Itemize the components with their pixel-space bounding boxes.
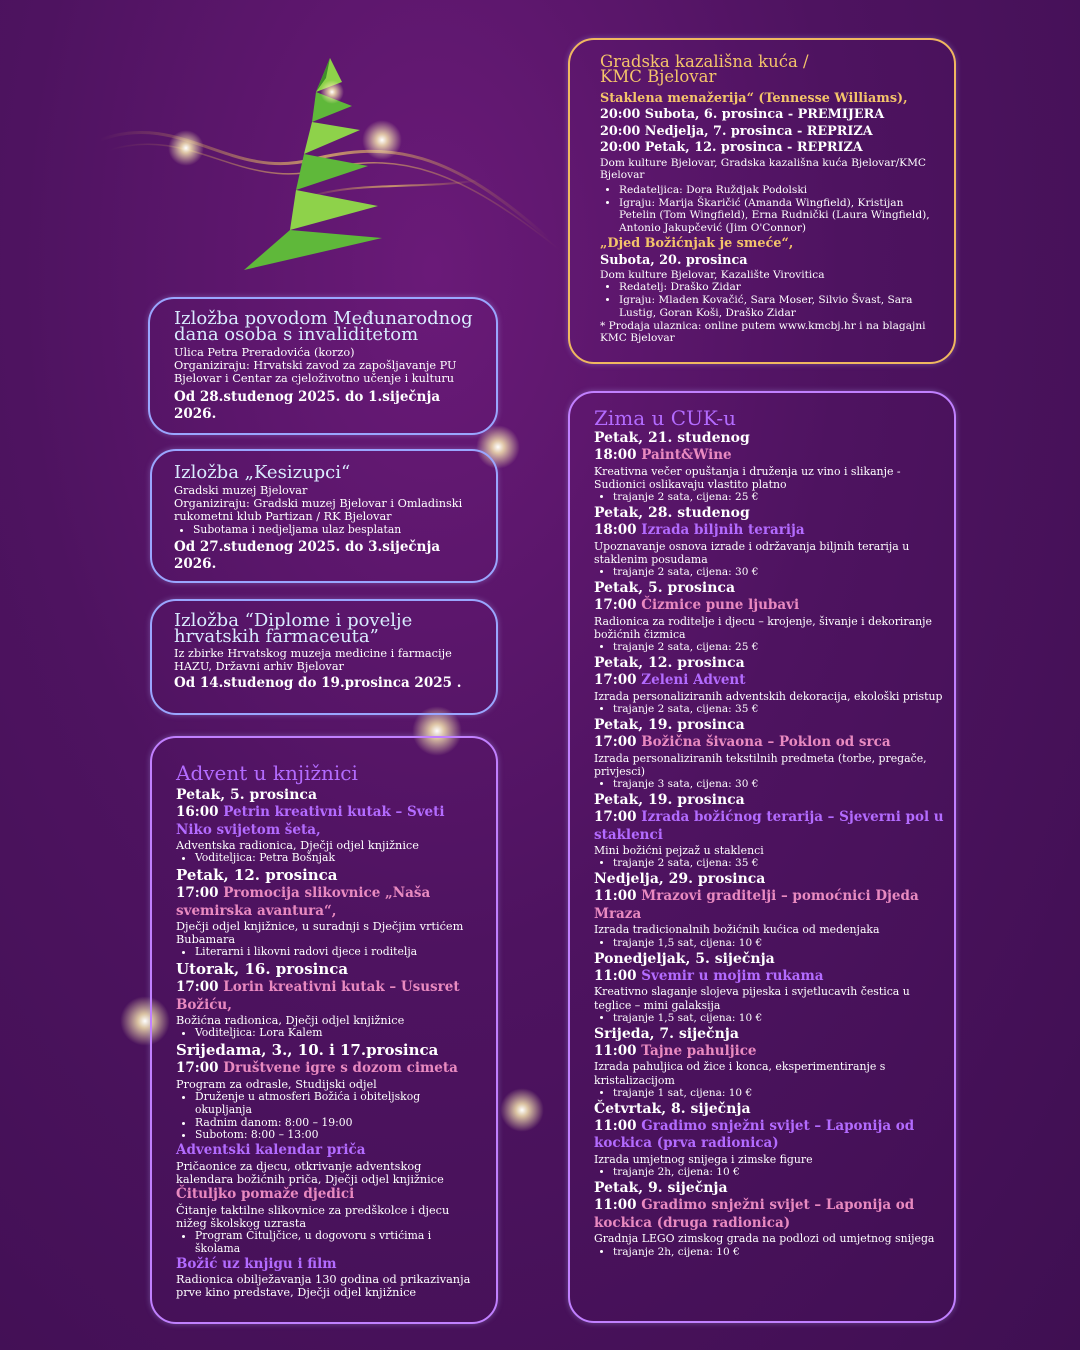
event-time: 11:00: [594, 888, 637, 905]
event-time: 17:00: [176, 1060, 219, 1077]
theatre-title: Gradska kazališna kuća /: [600, 52, 809, 71]
list-item: • trajanje 2h, cijena: 10 €: [613, 1166, 944, 1179]
event-name: Petrin kreativni kutak – Sveti Niko svijetom šeta,: [176, 804, 445, 838]
event-day: Nedjelja, 29. prosinca: [594, 871, 766, 888]
event-title: [594, 1197, 944, 1232]
event-desc: Radionica za roditelje i djecu – krojenje, šivanje i dekoriranje božićnih čizmica: [594, 614, 932, 641]
event-time: 11:00: [594, 1117, 637, 1134]
list-item: • Voditeljica: Petra Bošnjak: [195, 852, 478, 865]
event-time: 16:00: [176, 804, 219, 820]
list-item: • trajanje 1 sat, cijena: 10 €: [613, 1087, 944, 1100]
list-item: • trajanje 2 sata, cijena: 35 €: [613, 857, 944, 870]
event-desc: Izrada personaliziranih adventskih dekoracija, ekološki pristup: [594, 689, 943, 703]
event-desc: Mini božićni pejzaž u staklenci: [594, 844, 764, 858]
list-item: • Program Čituljčice, u dogovoru s vrtićima i školama: [195, 1230, 478, 1256]
list-item: [594, 716, 944, 791]
event-day: Petak, 9. siječnja: [594, 1180, 728, 1197]
event-time: 11:00: [594, 1042, 637, 1059]
section-title: Zima u CUK-u: [594, 406, 737, 430]
event-desc: Izrada pahuljica od žice i konca, eksperimentiranje s kristalizacijom: [594, 1060, 886, 1087]
event-notes: [176, 1091, 478, 1142]
event-day: Petak, 19. prosinca: [594, 717, 745, 734]
list-item: • trajanje 2 sata, cijena: 35 €: [613, 703, 944, 716]
event-title: [594, 968, 944, 986]
event-desc: Radionica obilježavanja 130 godina od prikazivanja prve kino predstave, Dječji odjel knjižnice: [176, 1273, 471, 1300]
event-name: Gradimo snježni svijet – Laponija od kockica (druga radionica): [594, 1197, 915, 1231]
event-day: Utorak, 16. prosinca: [176, 960, 349, 979]
event-desc: Božićna radionica, Dječji odjel knjižnice: [176, 1014, 405, 1028]
event-name: Paint&Wine: [641, 447, 732, 463]
play-title: „Djed Božićnjak je smeće“,: [600, 235, 794, 251]
exhibition-organizer: Iz zbirke Hrvatskog muzeja medicine i farmacije HAZU, Državni arhiv Bjelovar: [174, 647, 452, 674]
exhibition-date: Od 28.studenog 2025. do 1.siječnja 2026.: [174, 388, 441, 422]
event-desc: Dječji odjel knjižnice, u suradnji s Dječjim vrtićem Bubamara: [176, 920, 464, 947]
list-item: [594, 1025, 944, 1100]
exhibition-organizer: Organiziraju: Hrvatski zavod za zapošljavanje PU Bjelovar i Centar za cjeloživotno učenje i kulturu: [174, 359, 457, 386]
event-notes: [594, 703, 944, 716]
event-title: [176, 1256, 478, 1274]
theatre-card: [568, 38, 956, 364]
event-name: Mrazovi graditelji – pomoćnici Djeda Mraza: [594, 888, 919, 922]
list-item: • trajanje 1,5 sat, cijena: 10 €: [613, 1012, 944, 1025]
list-item: • Subotom: 8:00 – 13:00: [195, 1129, 478, 1142]
event-title: [594, 447, 944, 465]
event-time: 17:00: [594, 734, 637, 751]
event-time: 18:00: [594, 522, 637, 539]
event-name: Božić uz knjigu i film: [176, 1255, 337, 1272]
list-item: • trajanje 1,5 sat, cijena: 10 €: [613, 937, 944, 950]
event-day: Petak, 5. prosinca: [594, 580, 736, 597]
list-item: • Igraju: Marija Škaričić (Amanda Wingfield), Kristijan Petelin (Tom Wingfield), Erna Rudnički (Laura Wingfield), Antonio Jakupčević (Jim O'Connor): [619, 197, 934, 235]
event-time: 17:00: [594, 672, 637, 689]
show-date: 20:00 Subota, 6. prosinca - PREMIJERA: [600, 107, 885, 122]
list-item: • trajanje 2h, cijena: 10 €: [613, 1246, 944, 1259]
exhibition-card: [150, 599, 498, 715]
event-notes: [594, 1012, 944, 1025]
event-title: [594, 888, 944, 923]
event-day: Petak, 28. studenog: [594, 505, 750, 522]
exhibition-card: [148, 297, 498, 435]
venue: Dom kulture Bjelovar, Gradska kazališna kuća Bjelovar/KMC Bjelovar: [600, 156, 927, 182]
event-notes: [594, 1087, 944, 1100]
list-item: • trajanje 2 sata, cijena: 25 €: [613, 641, 944, 654]
theatre-title-line2: KMC Bjelovar: [600, 67, 717, 86]
event-title: [176, 885, 478, 920]
sparkle-icon: [500, 1088, 544, 1132]
event-time: 17:00: [594, 597, 637, 614]
show-date: Subota, 20. prosinca: [600, 252, 748, 268]
event-title: [594, 597, 944, 615]
event-title: [594, 1118, 944, 1153]
sparkle-icon: [320, 80, 344, 104]
exhibition-date: Od 27.studenog 2025. do 3.siječnja 2026.: [174, 539, 441, 573]
cuk-card: [568, 391, 956, 1323]
exhibition-title: Izložba “Diplome i povelje hrvatskih farmaceuta”: [174, 610, 413, 647]
event-name: Čituljko pomaže djedici: [176, 1186, 355, 1202]
event-desc: Izrada umjetnog snijega i zimske figure: [594, 1152, 813, 1166]
event-name: Božična šivaona – Poklon od srca: [641, 734, 891, 751]
event-title: [594, 734, 944, 752]
event-notes: [594, 491, 944, 504]
christmas-tree-icon: [90, 30, 570, 290]
event-name: Čizmice pune ljubavi: [641, 597, 800, 614]
event-notes: [594, 1166, 944, 1179]
event-time: 18:00: [594, 447, 637, 463]
event-desc: Čitanje taktilne slikovnice za predškolce i djecu nižeg školskog uzrasta: [176, 1203, 450, 1230]
exhibition-organizer: Organiziraju: Gradski muzej Bjelovar i Omladinski rukometni klub Partizan / RK Bjelovar: [174, 497, 463, 524]
event-desc: Kreativna večer opuštanja i druženja uz vino i slikanje - Sudionici oslikavaju vlastito platno: [594, 464, 901, 491]
list-item: [594, 654, 944, 716]
event-desc: Kreativno slaganje slojeva pijeska i svjetlucavih čestica u teglice – mini galaksija: [594, 985, 910, 1012]
event-desc: Gradnja LEGO zimskog grada na podlozi od umjetnog snijega: [594, 1232, 935, 1246]
event-name: Zeleni Advent: [641, 672, 746, 689]
event-notes: [594, 857, 944, 870]
event-day: Ponedjeljak, 5. siječnja: [594, 950, 775, 967]
event-day: Srijedama, 3., 10. i 17.prosinca: [176, 1041, 439, 1060]
event-notes: [176, 852, 478, 865]
event-day: Četvrtak, 8. siječnja: [594, 1100, 751, 1117]
event-name: Gradimo snježni svijet – Laponija od kockica (prva radionica): [594, 1117, 915, 1152]
exhibition-location: Ulica Petra Preradovića (korzo): [174, 346, 355, 359]
event-title: [594, 809, 944, 844]
event-day: Petak, 21. studenog: [594, 430, 750, 446]
credits-list: [600, 184, 934, 235]
event-notes: [176, 1230, 478, 1256]
exhibition-card: [150, 449, 498, 583]
event-notes: [594, 937, 944, 950]
event-day: Petak, 19. prosinca: [594, 792, 745, 809]
list-item: • Igraju: Mladen Kovačić, Sara Moser, Silvio Švast, Sara Lustig, Goran Koši, Draško Zidar: [619, 294, 934, 319]
play-title: Staklena menažerija“ (Tennesse Williams),: [600, 91, 908, 106]
list-item: • Radnim danom: 8:00 – 19:00: [195, 1117, 478, 1130]
event-desc: Izrada personaliziranih tekstilnih predmeta (torbe, pregače, privjesci): [594, 751, 927, 778]
event-name: Društvene igre s dozom cimeta: [223, 1060, 458, 1077]
event-name: Promocija slikovnice „Naša svemirska avantura“,: [176, 885, 431, 919]
list-item: • Redateljica: Dora Ruždjak Podolski: [619, 184, 934, 197]
section-title: Advent u knjižnici: [176, 761, 358, 785]
list-item: • Druženje u atmosferi Božića i obiteljskog okupljanja: [195, 1091, 478, 1117]
ticket-note: * Prodaja ulaznica: online putem www.kmcbj.hr i na blagajni KMC Bjelovar: [600, 319, 926, 345]
event-name: Lorin kreativni kutak – Ususret Božiću,: [176, 979, 460, 1013]
event-notes: [594, 1246, 944, 1259]
venue: Dom kulture Bjelovar, Kazalište Virovitica: [600, 268, 825, 281]
event-title: [176, 979, 478, 1014]
event-desc: Pričaonice za djecu, otkrivanje adventskog kalendara božićnih priča, Dječji odjel knjižnice: [176, 1159, 444, 1186]
event-notes: [594, 566, 944, 579]
exhibition-title: Izložba povodom Međunarodnog dana osoba s invaliditetom: [174, 308, 473, 345]
event-day: Srijeda, 7. siječnja: [594, 1025, 739, 1042]
list-item: • trajanje 2 sata, cijena: 30 €: [613, 566, 944, 579]
list-item: • Subotama i nedjeljama ulaz besplatan: [193, 524, 474, 537]
list-item: • Redatelj: Draško Zidar: [619, 281, 934, 294]
event-day: Petak, 12. prosinca: [176, 866, 338, 884]
event-name: Izrada biljnih terarija: [641, 522, 805, 539]
event-title: [176, 1142, 478, 1160]
event-time: 17:00: [176, 979, 219, 996]
event-title: [176, 1060, 478, 1078]
cuk-event-list: [594, 429, 944, 1259]
event-title: [176, 1186, 478, 1204]
event-title: [176, 804, 478, 839]
exhibition-title: Izložba „Kesizupci“: [174, 462, 351, 483]
event-time: 17:00: [176, 885, 219, 901]
list-item: [594, 504, 944, 579]
list-item: • trajanje 3 sata, cijena: 30 €: [613, 778, 944, 791]
show-date: 20:00 Petak, 12. prosinca - REPRIZA: [600, 140, 863, 155]
show-date: 20:00 Nedjelja, 7. prosinca - REPRIZA: [600, 123, 873, 139]
list-item: • Voditeljica: Lora Kalem: [195, 1027, 478, 1040]
list-item: [594, 579, 944, 654]
event-title: [594, 672, 944, 690]
exhibition-date: Od 14.studenog do 19.prosinca 2025 .: [174, 675, 462, 692]
exhibition-location: Gradski muzej Bjelovar: [174, 484, 308, 497]
list-item: [594, 791, 944, 870]
event-name: Tajne pahuljice: [641, 1042, 757, 1059]
event-time: 11:00: [594, 1197, 637, 1214]
event-title: [594, 522, 944, 540]
event-desc: Izrada tradicionalnih božićnih kućica od medenjaka: [594, 923, 880, 937]
list-item: [594, 1100, 944, 1179]
list-item: [594, 1179, 944, 1258]
event-time: 11:00: [594, 967, 637, 984]
event-desc: Upoznavanje osnova izrade i održavanja biljnih terarija u staklenim posudama: [594, 539, 910, 566]
list-item: • trajanje 2 sata, cijena: 25 €: [613, 491, 944, 504]
sparkle-icon: [362, 120, 402, 160]
event-name: Izrada božićnog terarija – Sjeverni pol u staklenci: [594, 809, 944, 843]
event-desc: Adventska radionica, Dječji odjel knjižnice: [176, 839, 419, 852]
event-name: Adventski kalendar priča: [176, 1142, 366, 1159]
event-desc: Program za odrasle, Studijski odjel: [176, 1077, 377, 1091]
list-item: [594, 429, 944, 504]
list-item: • Literarni i likovni radovi djece i roditelja: [195, 946, 478, 959]
sparkle-icon: [168, 130, 204, 166]
event-day: Petak, 5. prosinca: [176, 787, 318, 803]
event-notes: [594, 778, 944, 791]
event-time: 17:00: [594, 809, 637, 826]
exhibition-notes: [174, 524, 474, 537]
event-day: Petak, 12. prosinca: [594, 655, 745, 672]
library-advent-card: [150, 736, 498, 1324]
credits-list: [600, 281, 934, 319]
list-item: [594, 870, 944, 949]
event-notes: [176, 946, 478, 959]
event-name: Svemir u mojim rukama: [641, 967, 824, 984]
list-item: [594, 950, 944, 1025]
event-notes: [594, 641, 944, 654]
event-notes: [176, 1027, 478, 1040]
event-title: [594, 1043, 944, 1061]
